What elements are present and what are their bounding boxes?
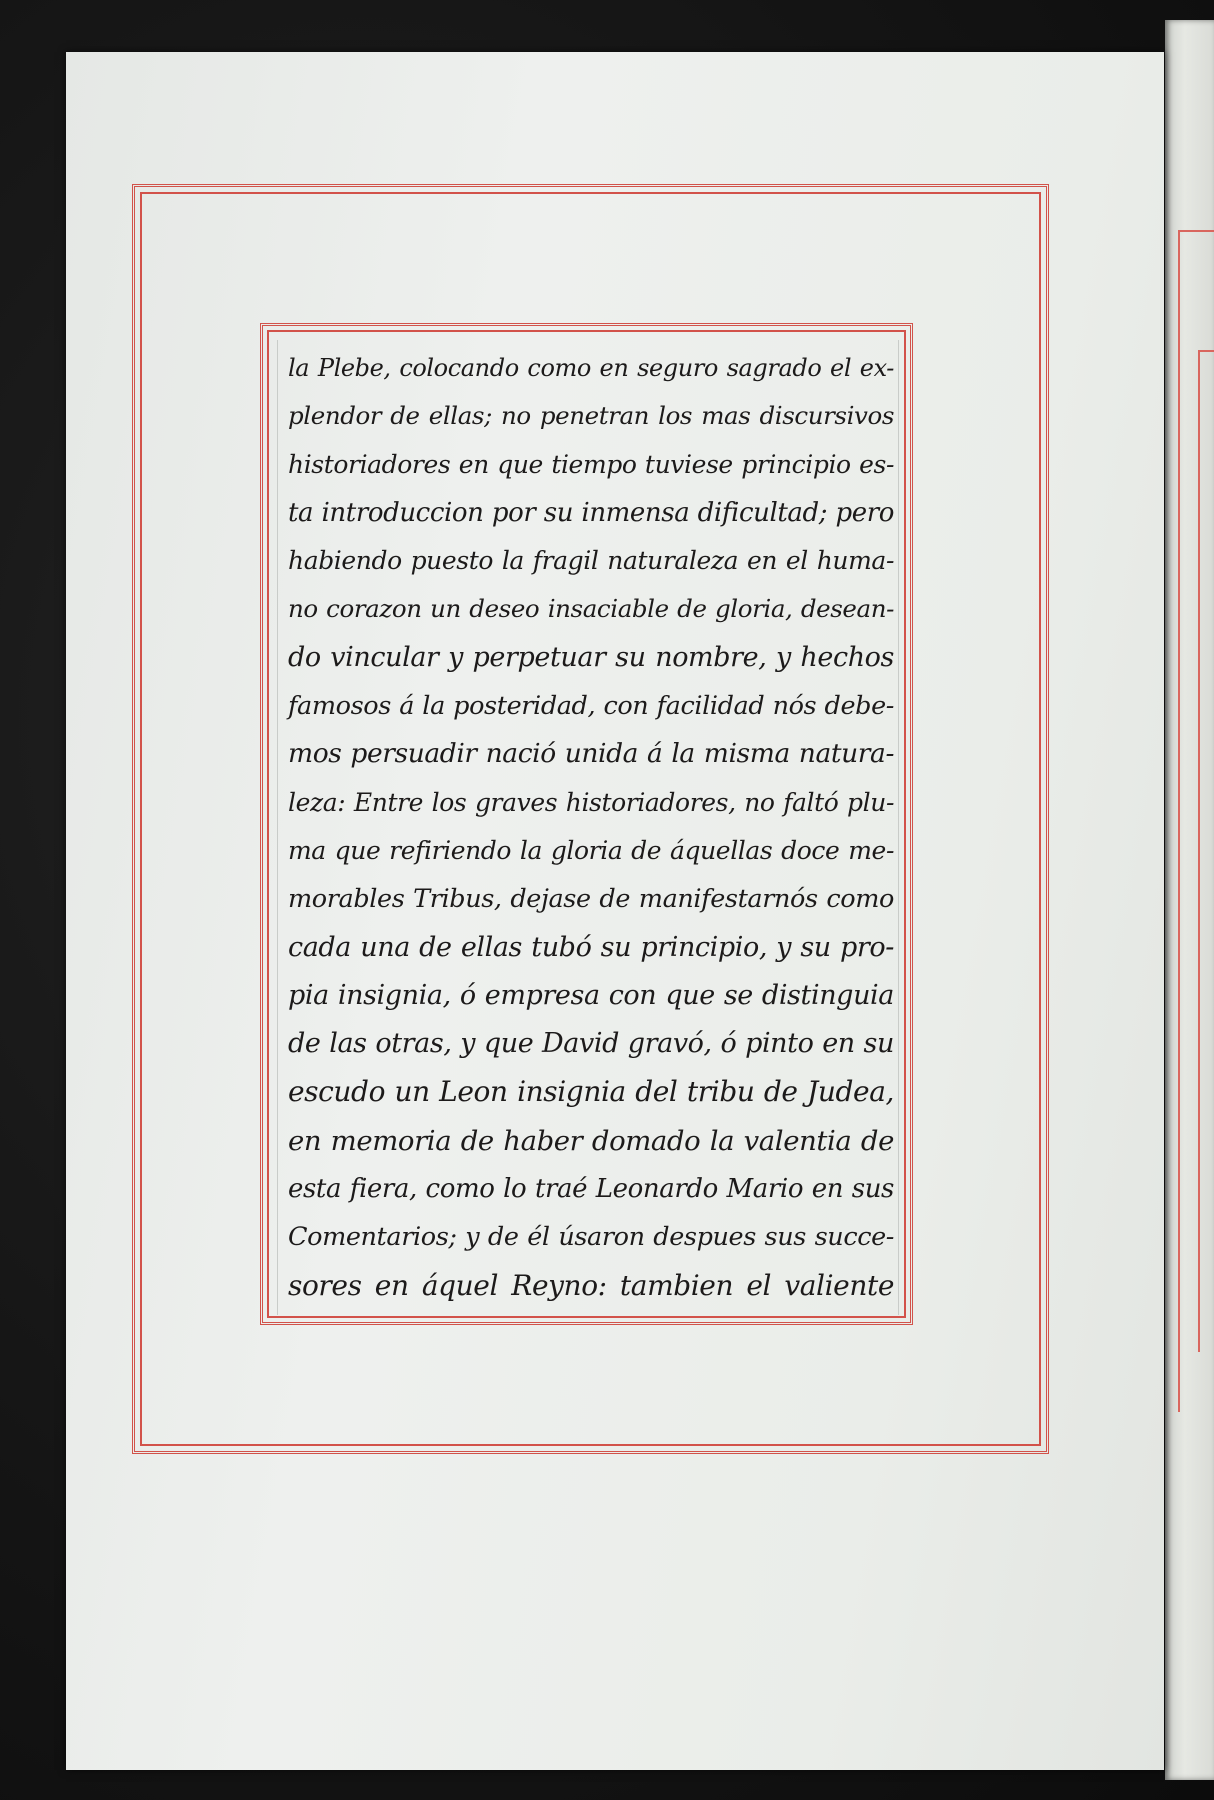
text-line: mos persuadir nació unida á la misma natura-: [288, 738, 894, 770]
text-line: pia insignia, ó empresa con que se distinguia: [288, 979, 894, 1011]
text-line: no corazon un deseo insaciable de gloria, desean-: [288, 594, 894, 624]
adjacent-page-inner-rule: [1198, 350, 1214, 1352]
manuscript-text-block: [277, 340, 899, 1315]
text-line: en memoria de haber domado la valentia de: [288, 1124, 894, 1157]
text-line: ta introduccion por su inmensa dificultad; pero: [288, 497, 894, 528]
text-line: habiendo puesto la fragil naturaleza en el huma-: [288, 546, 894, 576]
text-line: famosos á la posteridad, con facilidad nós debe-: [288, 691, 894, 722]
text-line: morables Tribus, dejase de manifestarnós como: [288, 884, 894, 915]
text-line: de las otras, y que David gravó, ó pinto en su: [288, 1028, 894, 1060]
text-line: leza: Entre los graves historiadores, no faltó plu-: [288, 787, 894, 817]
text-line: esta fiera, como lo traé Leonardo Mario en sus: [288, 1174, 894, 1205]
text-line: la Plebe, colocando como en seguro sagrado el ex-: [288, 354, 894, 382]
text-line: escudo un Leon insignia del tribu de Judea,: [288, 1075, 894, 1109]
text-line: ma que refiriendo la gloria de áquellas doce me-: [288, 835, 894, 865]
text-line: cada una de ellas tubó su principio, y su pro-: [288, 931, 894, 963]
text-line: plendor de ellas; no penetran los mas discursivos: [288, 401, 894, 431]
text-line: do vincular y perpetuar su nombre, y hechos: [288, 641, 894, 673]
text-line: sores en áquel Reyno: tambien el valiente: [288, 1268, 894, 1302]
text-line: historiadores en que tiempo tuviese principio es-: [288, 449, 894, 479]
text-line: Comentarios; y de él úsaron despues sus succe-: [288, 1222, 894, 1253]
